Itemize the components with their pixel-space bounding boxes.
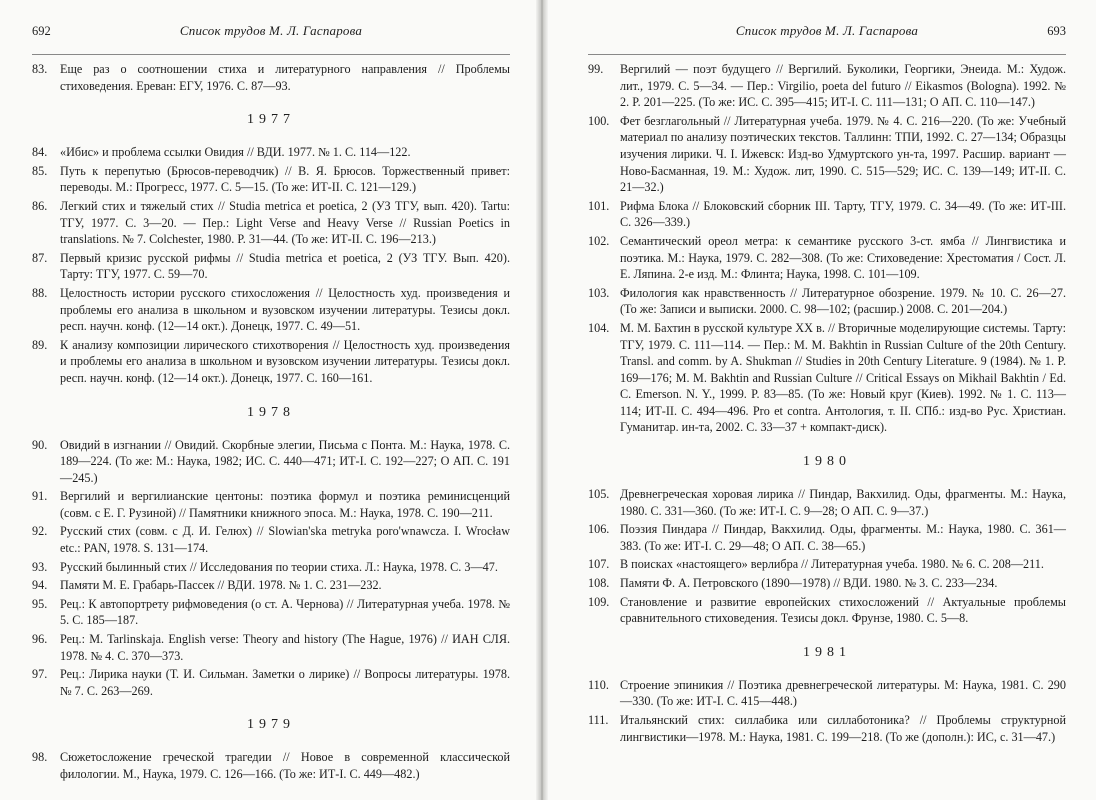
bibliography-entry xyxy=(32,631,510,664)
bibliography-entry xyxy=(32,250,510,283)
bibliography-entry xyxy=(588,285,1066,318)
entry-number: 95. xyxy=(32,596,48,611)
right-page xyxy=(548,0,1096,800)
entry-number: 109. xyxy=(588,594,610,609)
entry-number: 107. xyxy=(588,557,610,572)
year-heading: 1979 xyxy=(247,717,295,733)
entry-text: Еще раз о соотношении стиха и литературного направления // Проблемы стиховедения. Ереван: ЕГУ, 1976. С. 87—93. xyxy=(60,62,510,93)
entry-number: 105. xyxy=(588,487,610,502)
entry-text: Сюжетосложение греческой трагедии // Новое в современной классической филологии. М., Наука, 1979. С. 126—166. (То же: ИТ-I. С. 449—482.) xyxy=(60,750,510,781)
entry-number: 94. xyxy=(32,578,48,593)
running-title: Список трудов М. Л. Гаспарова xyxy=(735,23,919,38)
entry-text: Филология как нравственность // Литературное обозрение. 1979. № 10. С. 26—27. (То же: Записи и выписки. 2000. С. 98—102; (расшир.) 2008. С. 201—204.) xyxy=(620,285,1066,317)
entry-number: 86. xyxy=(32,198,48,213)
bibliography-entry xyxy=(588,486,1066,519)
bibliography-entry xyxy=(32,559,510,576)
entry-text: Легкий стих и тяжелый стих // Studia metrica et poetica, 2 (УЗ ТГУ, вып. 420). Tartu: ТГУ, 1977. С. 3—20. — Пер.: Light Verse and Heavy Verse // Russian Poetics in translations. № 7. Colchester, 1980. P. 31—44. (То же: ИТ-II. С. 196—213.) xyxy=(60,198,510,247)
entry-number: 106. xyxy=(588,522,610,537)
left-page xyxy=(0,0,540,800)
entry-text: Становление и развитие европейских стихосложений // Актуальные проблемы сравнительного стиховедения. Тезисы докл. Фрунзе, 1980. С. 5—8. xyxy=(620,594,1066,626)
bibliography-entry xyxy=(32,163,510,196)
entry-number: 111. xyxy=(588,713,609,727)
entry-number: 110. xyxy=(588,677,609,692)
bibliography-entry xyxy=(32,337,510,387)
entry-text: Рец.: К автопортрету рифмоведения (о ст. А. Чернова) // Литературная учеба. 1978. № 5. С. 185—187. xyxy=(60,596,510,628)
entry-text: К анализу композиции лирического стихотворения // Целостность худ. произведения и проблемы его анализа в школьном и вузовском изучении литературы. Тезисы докл. респ. научн. конф. (12—14 окт.). Донецк, 1977. С. 160—161. xyxy=(60,337,510,385)
entry-number: 102. xyxy=(588,233,610,248)
entry-text: Рифма Блока // Блоковский сборник III. Тарту, ТГУ, 1979. С. 34—49. (То же: ИТ-III. С. 326—339.) xyxy=(620,198,1066,230)
bibliography-entry xyxy=(588,575,1066,592)
left-page-header xyxy=(32,8,510,55)
entry-text: Русский былинный стих // Исследования по теории стиха. Л.: Наука, 1978. С. 3—47. xyxy=(60,559,498,574)
entry-text: Овидий в изгнании // Овидий. Скорбные элегии, Письма с Понта. М.: Наука, 1978. С. 189—224. (То же: М.: Наука, 1982; ИС. С. 440—471; ИТ-I. С. 192—227; О АП. С. 191—245.) xyxy=(60,437,510,485)
page-number: 693 xyxy=(1047,24,1066,38)
entry-text: М. М. Бахтин в русской культуре XX в. // Вторичные моделирующие системы. Тарту: ТГУ, 1979. С. 111—114. — Пер.: M. M. Bakhtin in Russian Culture of the 20th Century. Transl. and comm. by A. Shukman // Studies in 20th Century Literature. 9 (1984). № 1. P. 169—176; M. M. Bakhtin and Russian Culture // Critical Essays on Mikhail Bakhtin / Ed. C. Emerson. N. Y., 1999. P. 83—85. (То же: Новый круг (Киев). 1992. № 1. С. 113—114; ИТ-II. С. 494—496. Pro et contra. Антология, т. II. СПб.: изд-во Рус. Христиан. Гуманитар. ин-та, 2002. С. 33—37 + компакт-диск). xyxy=(620,320,1066,435)
entry-text: Памяти Ф. А. Петровского (1890—1978) // ВДИ. 1980. № 3. С. 233—234. xyxy=(620,576,998,591)
bibliography-entry xyxy=(32,144,510,161)
entry-number: 99. xyxy=(588,62,604,76)
bibliography-entry xyxy=(32,596,510,629)
entry-number: 96. xyxy=(32,632,48,647)
bibliography-entry xyxy=(588,556,1066,573)
bibliography-entry xyxy=(32,749,510,782)
entry-number: 89. xyxy=(32,337,48,352)
left-page-body xyxy=(32,55,510,783)
year-heading: 1980 xyxy=(803,454,851,470)
entry-number: 88. xyxy=(32,285,48,300)
entry-number: 98. xyxy=(32,750,48,765)
entry-number: 90. xyxy=(32,437,48,452)
bibliography-entry xyxy=(32,488,510,521)
bibliography-entry xyxy=(32,61,510,94)
bibliography-entry xyxy=(588,712,1066,745)
entry-number: 83. xyxy=(32,62,48,76)
bibliography-entry xyxy=(32,523,510,556)
book-gutter xyxy=(536,0,548,800)
bibliography-entry xyxy=(588,61,1066,111)
right-page-header xyxy=(588,8,1066,55)
entry-text: Вергилий — поэт будущего // Вергилий. Буколики, Георгики, Энеида. М.: Худож. лит., 1979. С. 5—34. — Пер.: Virgilio, poeta del futuro // Eikasmos (Bologna). 1992. № 2. P. 201—225. (То же: ИС. С. 395—415; ИТ-I. С. 111—131; О АП. С. 110—147.) xyxy=(620,62,1066,110)
bibliography-entry xyxy=(588,198,1066,231)
entry-text: Русский стих (совм. с Д. И. Гелюх) // Slowian'ska metryka poro'wnawcza. I. Wrocław etc.: PAN, 1978. S. 131—174. xyxy=(60,524,510,556)
entry-text: Путь к перепутью (Брюсов-переводчик) // В. Я. Брюсов. Торжественный привет: переводы. М.: Прогресс, 1977. С. 5—15. (То же: ИТ-II. С. 121—129.) xyxy=(60,163,510,195)
entry-number: 101. xyxy=(588,198,610,213)
bibliography-entry xyxy=(588,677,1066,710)
entry-text: «Ибис» и проблема ссылки Овидия // ВДИ. 1977. № 1. С. 114—122. xyxy=(60,145,411,160)
entry-number: 93. xyxy=(32,559,48,574)
bibliography-entry xyxy=(588,113,1066,196)
bibliography-entry xyxy=(588,233,1066,283)
entry-number: 100. xyxy=(588,113,610,128)
year-heading: 1978 xyxy=(247,404,295,420)
entry-text: Рец.: Лирика науки (Т. И. Сильман. Заметки о лирике) // Вопросы литературы. 1978. № 7. С. 263—269. xyxy=(60,667,510,698)
bibliography-entry xyxy=(588,320,1066,436)
bibliography-entry xyxy=(32,577,510,594)
bibliography-entry xyxy=(32,198,510,248)
page-number: 692 xyxy=(32,24,51,38)
bibliography-entry xyxy=(588,521,1066,554)
entry-number: 92. xyxy=(32,524,48,539)
entry-text: Строение эпиникия // Поэтика древнегреческой литературы. М: Наука, 1981. С. 290—330. (То же: ИТ-I. С. 415—448.) xyxy=(620,677,1066,709)
entry-text: Древнегреческая хоровая лирика // Пиндар, Вакхилид. Оды, фрагменты. М.: Наука, 1980. С. 331—360. (То же: ИТ-I. С. 9—28; О АП. С. 9—37.) xyxy=(620,487,1066,518)
entry-text: Вергилий и вергилианские центоны: поэтика формул и поэтика реминисценций (совм. с Е. Г. Рузиной) // Памятники книжного эпоса. М.: Наука, 1978. С. 190—211. xyxy=(60,489,510,520)
year-heading: 1981 xyxy=(803,644,851,660)
year-heading: 1977 xyxy=(247,112,295,128)
entry-number: 85. xyxy=(32,163,48,178)
entry-text: Целостность истории русского стихосложения // Целостность худ. произведения и проблемы его анализа в школьном и вузовском изучении литературы. Тезисы докл. респ. научн. конф. (12—14 окт.). Донецк, 1977. С. 49—51. xyxy=(60,285,510,334)
entry-number: 91. xyxy=(32,489,48,504)
entry-text: Рец.: M. Tarlinskaja. English verse: Theory and history (The Hague, 1976) // ИАН СЛЯ. 1978. № 4. С. 370—373. xyxy=(60,632,510,663)
running-title: Список трудов М. Л. Гаспарова xyxy=(179,23,363,38)
entry-number: 103. xyxy=(588,285,610,300)
right-page-body xyxy=(588,55,1066,745)
bibliography-entry xyxy=(32,666,510,699)
bibliography-entry xyxy=(32,437,510,487)
entry-text: Памяти М. Е. Грабарь-Пассек // ВДИ. 1978. № 1. С. 231—232. xyxy=(60,578,382,593)
entry-number: 87. xyxy=(32,250,48,265)
entry-number: 104. xyxy=(588,320,610,335)
entry-text: Поэзия Пиндара // Пиндар, Вакхилид. Оды, фрагменты. М.: Наука, 1980. С. 361—383. (То же: ИТ-I. С. 29—48; О АП. С. 38—65.) xyxy=(620,522,1066,553)
entry-text: Итальянский стих: силлабика или силлаботоника? // Проблемы структурной лингвистики—1978. М.: Наука, 1981. С. 199—218. (То же (дополн.): ИС, с. 31—47.) xyxy=(620,713,1066,744)
entry-number: 84. xyxy=(32,145,48,160)
bibliography-entry xyxy=(588,594,1066,627)
entry-text: Семантический ореол метра: к семантике русского 3-ст. ямба // Лингвистика и поэтика. М.: Наука, 1979. С. 282—308. (То же: Стиховедение: Хрестоматия / Сост. Л. Е. Ляпина. 2-е изд. М.: Флинта; Наука, 1998. С. 101—109. xyxy=(620,233,1066,282)
entry-text: В поисках «настоящего» верлибра // Литературная учеба. 1980. № 6. С. 208—211. xyxy=(620,557,1044,572)
entry-text: Первый кризис русской рифмы // Studia metrica et poetica, 2 (УЗ ТГУ. Вып. 420). Тарту: ТГУ, 1977. С. 59—70. xyxy=(60,250,510,282)
entry-number: 108. xyxy=(588,576,610,591)
entry-text: Фет безглагольный // Литературная учеба. 1979. № 4. С. 216—220. (То же: Учебный материал по анализу поэтических текстов. Таллинн: ТПИ, 1992. С. 27—134; Образцы изучения лирики. Ч. I. Ижевск: Изд-во Удмуртского ун-та, 1997. Расшир. вариант — Ново-Басманная, 19. М.: Худож. лит, 1990. С. 515—529; ИС. С. 139—149; ИТ-II. С. 21—32.) xyxy=(620,113,1066,195)
entry-number: 97. xyxy=(32,667,48,682)
bibliography-entry xyxy=(32,285,510,335)
